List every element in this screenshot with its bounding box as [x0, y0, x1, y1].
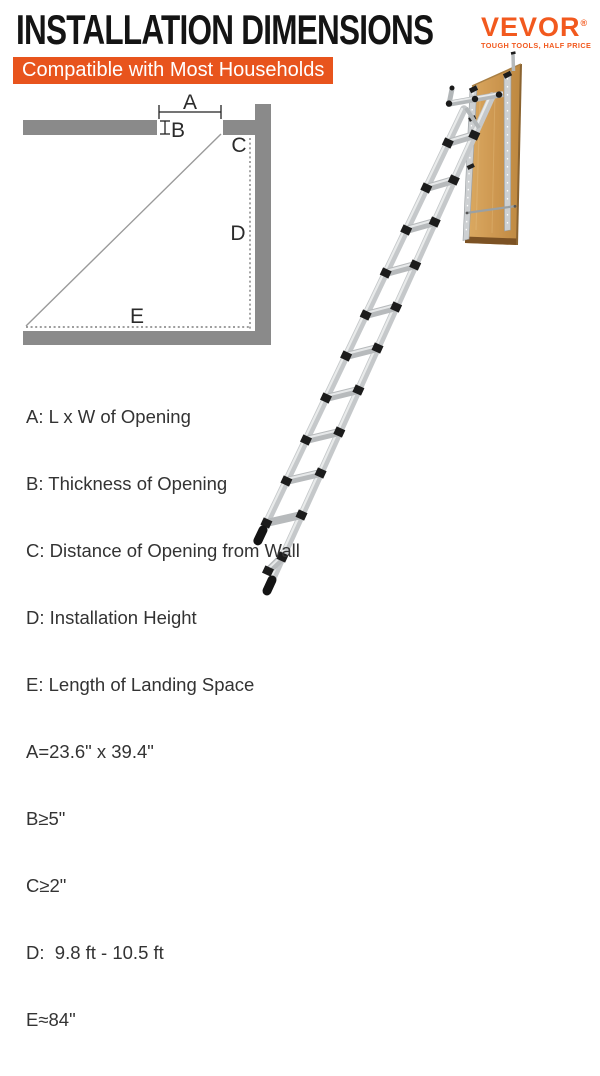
label-c: C: [231, 134, 247, 157]
legend-line: B: Thickness of Opening: [26, 472, 228, 494]
label-d: D: [230, 222, 246, 245]
rail-clamp: [468, 165, 475, 168]
rail-clamp: [470, 88, 477, 92]
brand-tagline: TOUGH TOOLS, HALF PRICE: [481, 41, 592, 50]
registered-mark-icon: ®: [580, 18, 588, 28]
page-title: INSTALLATION DIMENSIONS: [16, 6, 434, 53]
legend-line: E: Length of Landing Space: [26, 673, 255, 695]
brace-bolt: [514, 205, 517, 208]
floor: [23, 331, 271, 345]
legend-line: D: Installation Height: [26, 606, 197, 628]
hinge-pivot: [446, 100, 452, 106]
legend-line: A=23.6" x 39.4": [26, 740, 154, 762]
pivot-rod: [513, 54, 514, 71]
brace-bolt: [466, 212, 469, 215]
rail-clamp: [504, 73, 511, 77]
dimension-diagram: [23, 91, 271, 345]
legend-line: E≈84": [26, 1008, 76, 1030]
hinge-pivot: [472, 96, 478, 102]
brand-name: VEVOR®: [481, 12, 588, 42]
legend-line: A: L x W of Opening: [26, 405, 191, 427]
legend: [26, 361, 300, 1076]
ceiling-left: [23, 120, 157, 135]
ladder-rail-far-highlight: [270, 96, 490, 580]
hinge-pivot: [496, 91, 502, 97]
ceiling-right-stub: [223, 120, 256, 135]
legend-line: C≥2": [26, 874, 67, 896]
legend-line: C: Distance of Opening from Wall: [26, 539, 300, 561]
hinge-pivot: [450, 86, 455, 91]
dimension-bracket-b: [160, 121, 170, 134]
label-e: E: [129, 305, 145, 328]
label-a: A: [182, 91, 198, 114]
label-b: B: [171, 119, 186, 142]
ladder-slope-line: [26, 134, 221, 326]
legend-line: B≥5": [26, 807, 66, 829]
wall-right: [255, 104, 271, 345]
promo-banner: Compatible with Most Households: [13, 57, 333, 84]
pivot-rod-cap: [511, 53, 516, 54]
legend-line: D: 9.8 ft - 10.5 ft: [26, 941, 164, 963]
ladder-rail-far: [272, 96, 492, 580]
